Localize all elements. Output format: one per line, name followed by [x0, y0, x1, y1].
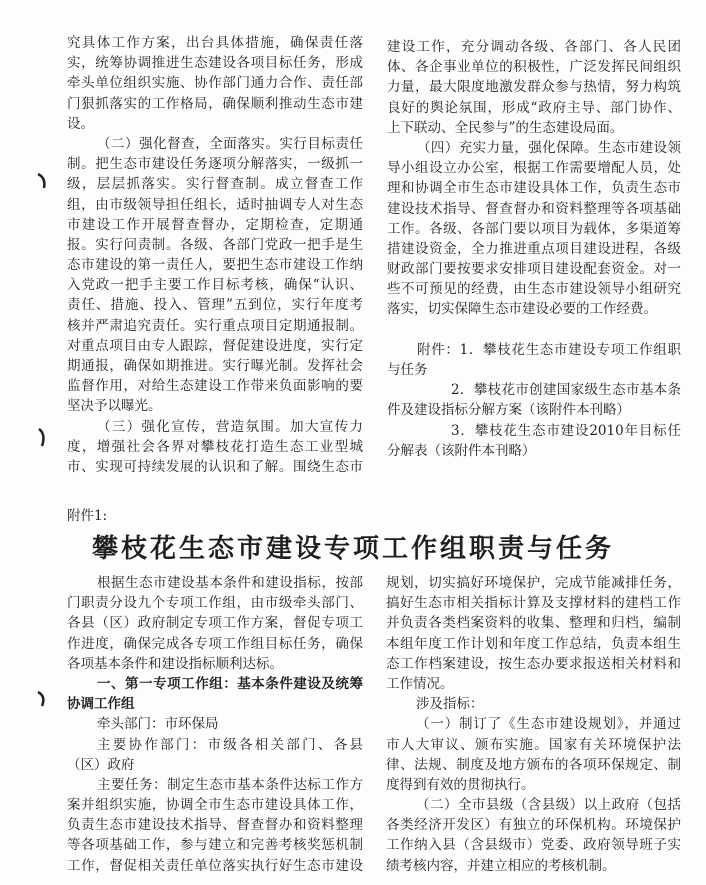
paragraph	[67, 573, 363, 674]
text-line: 案并组织实施，协调全市生态市建设具体工作，	[67, 797, 363, 814]
text-line: 绩考核内容，并建立相应的考核机制。	[386, 857, 616, 874]
text-line: 理和协调全市生态市建设具体工作，负责生态市	[387, 180, 681, 197]
text-line: 门职责分设九个专项工作组，由市级牵头部门、	[67, 595, 363, 612]
text-line: （二）全市县级（含县级）以上政府（包括	[416, 797, 681, 814]
top-left-column	[67, 33, 363, 477]
text-line: 主要协作部门：市级各相关部门、各县	[97, 736, 363, 753]
text-line: （一）制订了《生态市建设规划》，并通过	[416, 716, 681, 733]
text-line: 级，层层抓落实。实行督查制。成立督查工作	[67, 176, 363, 193]
text-line: 工作情况。	[386, 675, 454, 692]
text-line: （三）强化宣传，营造氛围。加大宣传力	[97, 418, 363, 435]
text-line: 牵头部门：市环保局	[97, 716, 219, 733]
text-line: 各县（区）政府制定专项工作方案，督促专项工	[67, 615, 363, 632]
text-line: 与任务	[387, 362, 428, 378]
text-line: 一、第一专项工作组：基本条件建设及统筹	[97, 675, 363, 692]
attachment-list-item	[387, 380, 681, 420]
paragraph	[386, 714, 681, 795]
paragraph	[387, 138, 681, 320]
text-line: 附件：1．攀枝花生态市建设专项工作组职	[417, 341, 681, 358]
text-line: 2．攀枝花市创建国家级生态市基本条	[451, 382, 681, 399]
text-line: 责任、措施、投入、管理”五到位，实行年度考	[67, 297, 363, 314]
paragraph	[386, 694, 681, 714]
text-line: 组，由市级领导担任组长，适时抽调专人对生态	[67, 196, 363, 213]
text-line: （二）强化督查，全面落实。实行目标责任	[97, 135, 363, 152]
text-line: 牵头单位组织实施、协作部门通力合作、责任部	[67, 75, 363, 92]
text-line: 财政部门要按要求安排项目建设配套资金。对一	[387, 261, 681, 278]
text-line: 并负责各类档案资料的收集、整理和归档，编制	[386, 615, 681, 632]
paragraph	[387, 37, 681, 138]
text-line: 根据生态市建设基本条件和建设指标，按部	[97, 575, 363, 591]
text-line: 究具体工作方案，出台具体措施，确保责任落	[67, 35, 363, 51]
attachment-label: 附件1:	[67, 508, 108, 524]
text-line: 市人大审议、颁布实施。国家有关环境保护法	[386, 736, 681, 753]
paragraph	[67, 33, 363, 134]
text-line: 本组年度工作计划和年度工作总结，负责本组生	[386, 635, 681, 652]
text-line: 工作。各级、各部门要以项目为载体，多渠道筹	[387, 220, 681, 237]
text-line: 律、法规、制度及地方颁布的各项环保规定、制	[386, 756, 681, 773]
text-line: 上下联动、全民参与”的生态建设局面。	[387, 119, 624, 136]
text-line: 核并严肃追究责任。实行重点项目定期通报制。	[67, 317, 363, 334]
text-line: 良好的舆论氛围，形成“政府主导、部门协作、	[387, 99, 681, 116]
text-line: 作进度，确保完成各专项工作组目标任务，确保	[67, 635, 363, 652]
text-line: 入党政一把手主要工作目标考核，确保“认识、	[67, 277, 363, 294]
text-line: 涉及指标：	[416, 696, 484, 713]
scan-binding-mark	[36, 690, 48, 708]
text-line: 度，增强社会各界对攀枝花打造生态工业型城	[67, 438, 363, 455]
text-line: 力量，最大限度地激发群众参与热情，努力构筑	[387, 79, 681, 96]
text-line: 态市建设的第一责任人，要把生态市建设工作纳	[67, 257, 363, 274]
paragraph	[386, 573, 681, 694]
top-right-column	[387, 37, 681, 461]
text-line: 对重点项目由专人跟踪，督促建设进度，实行定	[67, 337, 363, 354]
paragraph	[387, 340, 681, 380]
scan-binding-mark	[36, 426, 48, 448]
section-heading	[67, 674, 363, 714]
paragraph	[67, 714, 363, 734]
paragraph	[67, 735, 363, 775]
paragraph	[386, 795, 681, 876]
text-line: 建设技术指导、督查督办和资料整理等各项基础	[387, 200, 681, 217]
text-line: （区）政府	[67, 756, 135, 773]
text-line: 各类经济开发区）有独立的环保机构。环境保护	[386, 817, 681, 834]
text-line: （四）充实力量，强化保障。生态市建设领	[417, 139, 681, 156]
attachment-list-item	[387, 421, 681, 461]
text-line: 分解表（该附件本刊略）	[387, 442, 536, 459]
text-line: 市、实现可持续发展的认识和了解。围绕生态市	[67, 458, 363, 475]
blank-line	[387, 320, 681, 340]
text-line: 监督作用，对给生态建设工作带来负面影响的要	[67, 378, 363, 395]
text-line: 各项基本条件和建设指标顺利达标。	[67, 655, 283, 672]
text-line: 工作，督促相关责任单位落实执行好生态市建设	[67, 857, 363, 874]
text-line: 导小组设立办公室，根据工作需要增配人员，处	[387, 160, 681, 177]
text-line: 制。把生态市建设任务逐项分解落实，一级抓一	[67, 156, 363, 173]
text-line: 工作纳入县（含县级市）党委、政府领导班子实	[386, 837, 681, 854]
text-line: 落实，切实保障生态市建设必要的工作经费。	[387, 301, 657, 318]
text-line: 态工作档案建设，按生态办要求报送相关材料和	[386, 655, 681, 672]
text-line: 搞好生态市相关指标计算及支撑材料的建档工作	[386, 595, 681, 612]
text-line: 协调工作组	[67, 696, 135, 713]
bottom-left-column	[67, 573, 363, 876]
text-line: 期通报，确保如期推进。实行曝光制。发挥社会	[67, 358, 363, 374]
text-line: 等各项基础工作，参与建立和完善考核奖惩机制	[67, 837, 363, 854]
paragraph	[67, 417, 363, 478]
text-line: 实，统筹协调推进生态建设各项目标任务，形成	[67, 55, 363, 72]
text-line: 设。	[67, 115, 94, 132]
paragraph	[67, 775, 363, 876]
text-line: 主要任务：制定生态市基本条件达标工作方	[97, 776, 363, 793]
text-line: 3．攀枝花生态市建设2010年目标任	[451, 422, 681, 439]
bottom-right-column	[386, 573, 681, 876]
text-line: 规划，切实搞好环境保护，完成节能减排任务，	[386, 575, 681, 591]
text-line: 度得到有效的贯彻执行。	[386, 776, 535, 793]
text-line: 体、各企事业单位的积极性，广泛发挥民间组织	[387, 59, 681, 76]
text-line: 些不可预见的经费，由生态市建设领导小组研究	[387, 281, 681, 298]
scan-binding-mark	[36, 172, 48, 190]
text-line: 市建设工作开展督查督办，定期检查，定期通	[67, 216, 363, 233]
text-line: 坚决予以曝光。	[67, 398, 162, 415]
paragraph	[67, 134, 363, 417]
text-line: 报。实行问责制。各级、各部门党政一把手是生	[67, 236, 363, 253]
text-line: 门狠抓落实的工作格局，确保顺利推动生态市建	[67, 95, 363, 112]
text-line: 件及建设指标分解方案（该附件本刊略）	[387, 402, 630, 419]
attachment-title: 攀枝花生态市建设专项工作组职责与任务	[91, 534, 614, 564]
text-line: 负责生态市建设技术指导、督查督办和资料整理	[67, 817, 363, 834]
text-line: 措建设资金，全力推进重点项目建设进程，各级	[387, 240, 681, 257]
text-line: 建设工作，充分调动各级、各部门、各人民团	[387, 39, 681, 55]
